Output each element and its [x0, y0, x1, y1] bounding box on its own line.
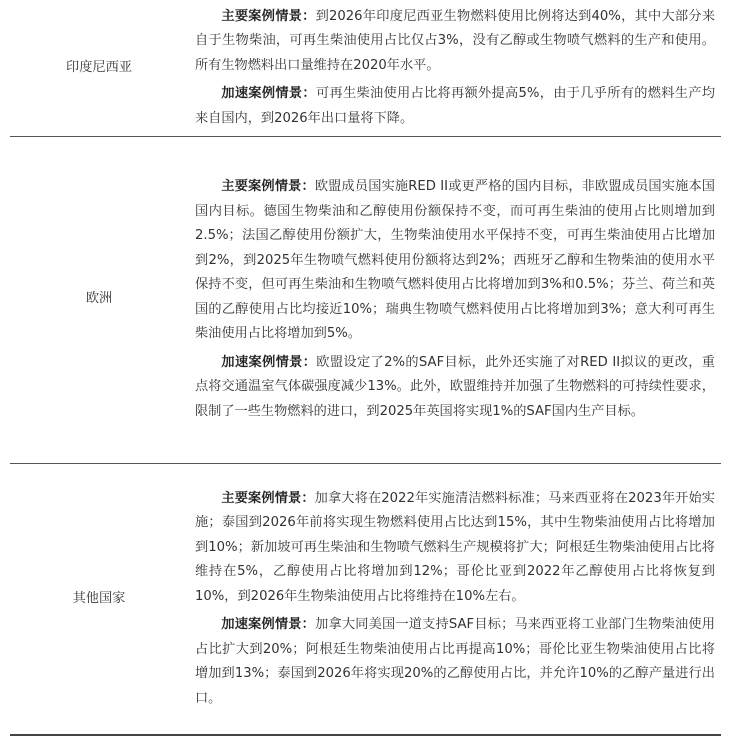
accelerated-case-text: 加拿大同美国一道支持SAF目标；马来西亚将工业部门生物柴油使用占比扩大到20%；阿根廷生物柴油使用占比再提高10%；哥伦比亚生物柴油使用占比将增加到13%；泰国到2026年将实现20%的乙醇使用占比，并允许10%的乙醇产量进行出口。 — [195, 617, 715, 706]
region-cell: 其他国家 — [72, 590, 126, 606]
accelerated-case-text: 可再生柴油使用占比将再额外提高5%，由于几乎所有的燃料生产均来自国内，到2026年出口量将下降。 — [195, 86, 716, 126]
main-case-text: 加拿大将在2022年实施清洁燃料标准；马来西亚将在2023年开始实施；泰国到2026年前将实现生物燃料使用占比达到15%，其中生物柴油使用占比将增加到10%；新加坡可再生柴油和生物喷气燃料生产规模将扩大；阿根廷生物柴油使用占比将维持在5%，乙醇使用占比将增加到12%；哥伦比亚到2022年乙醇使用占比将恢复到10%，到2026年生物柴油使用占比将维持在10%左右。 — [195, 490, 715, 604]
description-cell — [188, 136, 721, 463]
main-case-label: 主要案例情景： — [221, 179, 315, 194]
accelerated-case-label: 加速案例情景： — [221, 86, 316, 101]
accelerated-case-label: 加速案例情景： — [221, 354, 317, 370]
main-case-paragraph — [195, 175, 715, 347]
region-cell: 欧洲 — [85, 291, 113, 307]
description-cell — [188, 463, 721, 735]
accelerated-case-paragraph — [195, 613, 715, 711]
table-row — [10, 136, 721, 463]
table-row — [10, 0, 721, 136]
main-case-paragraph — [195, 487, 715, 610]
main-case-label: 主要案例情景： — [221, 8, 316, 24]
table-row — [10, 463, 721, 735]
accelerated-case-paragraph — [195, 351, 715, 425]
main-case-text: 到2026年印度尼西亚生物燃料使用比例将达到40%，其中大部分来自于生物柴油，可再生柴油使用占比仅占3%，没有乙醇或生物喷气燃料的生产和使用。所有生物燃料出口量维持在2020年水平。 — [195, 8, 716, 73]
accelerated-case-text: 欧盟设定了2%的SAF目标，此外还实施了对RED II拟议的更改，重点将交通温室气体碳强度减少13%。此外，欧盟维持并加强了生物燃料的可持续性要求，限制了一些生物燃料的进口，到2025年英国将实现1%的SAF国内生产目标。 — [195, 354, 715, 419]
accelerated-case-paragraph — [195, 82, 715, 131]
description-cell — [188, 0, 721, 136]
main-case-text: 欧盟成员国实施RED II或更严格的国内目标，非欧盟成员国实施本国国内目标。德国生物柴油和乙醇使用份额保持不变，而可再生柴油的使用占比则增加到2.5%；法国乙醇使用份额扩大，生物柴油使用水平保持不变，可再生柴油使用占比增加到2%，到2025年生物喷气燃料使用份额将达到2%；西班牙乙醇和生物柴油的使用水平保持不变，但可再生柴油和生物喷气燃料使用占比将增加到3%和0.5%；芬兰、荷兰和英国的乙醇使用占比均接近10%；瑞典生物喷气燃料使用占比将增加到3%；意大利可再生柴油使用占比将增加到5%。 — [195, 179, 715, 341]
main-case-paragraph — [195, 5, 715, 79]
region-cell: 印度尼西亚 — [66, 59, 132, 75]
main-case-label: 主要案例情景： — [221, 490, 315, 506]
scenario-table — [10, 0, 721, 736]
accelerated-case-label: 加速案例情景： — [221, 617, 316, 632]
